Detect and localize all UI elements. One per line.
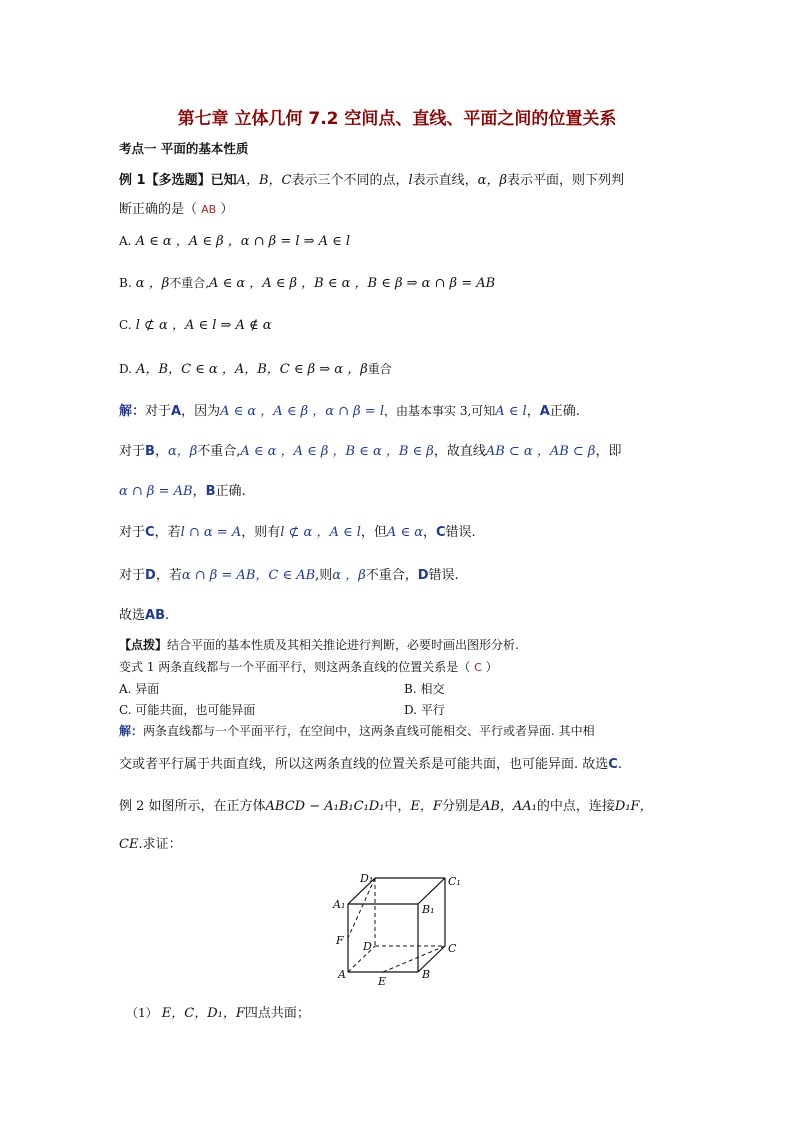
text: 不重合, — [197, 444, 241, 459]
option-math: A ∈ α ，A ∈ β ，α ∩ β = l ⇒ A ∈ l — [135, 234, 351, 249]
option-math: α ，β — [135, 276, 170, 291]
label-a1: A₁ — [333, 898, 346, 911]
variant1-solution-line2 — [119, 756, 622, 774]
label-d: D — [363, 940, 372, 953]
math: A ∈ α ，A ∈ β ，α ∩ β = l — [220, 404, 384, 419]
text: 变式 1 两条直线都与一个平面平行，则这两条直线的位置关系是（ — [119, 660, 475, 674]
text: ， — [526, 404, 540, 419]
math: A ∈ α — [386, 525, 423, 540]
highlight: B — [205, 484, 216, 499]
text: ） — [216, 202, 234, 217]
label-f: F — [336, 934, 344, 947]
text: ， — [422, 525, 436, 540]
label-c1: C₁ — [448, 875, 461, 888]
math-points: A，B，C — [236, 173, 292, 188]
text: .求证： — [138, 837, 182, 852]
option-b — [119, 275, 495, 293]
text: 故选 — [119, 608, 146, 623]
text: 对于 — [119, 525, 146, 540]
text: 不重合， — [365, 568, 418, 583]
tip-line — [119, 637, 519, 653]
highlight: C — [436, 525, 446, 540]
text: ，由基本事实 3,可知 — [384, 404, 496, 418]
text: ，故直线 — [433, 444, 486, 459]
option-d — [119, 361, 392, 379]
page-title: 第七章 立体几何 7.2 空间点、直线、平面之间的位置关系 — [177, 109, 617, 129]
text: ，即 — [595, 444, 622, 459]
label-b: B — [422, 968, 431, 981]
highlight: D — [145, 568, 156, 583]
text: 分别是 — [441, 799, 481, 814]
example2-line2 — [119, 836, 182, 854]
cube-figure — [330, 868, 470, 988]
text: ，但 — [360, 525, 387, 540]
math: α ，β — [332, 568, 366, 583]
text: 对于 — [119, 444, 146, 459]
text: 例 2 如图所示，在正方体 — [119, 799, 266, 814]
text: 断正确的是（ — [119, 202, 202, 217]
text: 表示三个不同的点， — [291, 173, 409, 188]
tip-text: 结合平面的基本性质及其相关推论进行判断，必要时画出图形分析. — [167, 638, 519, 652]
math-planes: α，β — [477, 173, 507, 188]
math: E，C，D₁，F — [161, 1006, 245, 1021]
edge-b1c1 — [418, 878, 445, 904]
text: 重合 — [367, 362, 392, 376]
solution1-line4 — [119, 524, 476, 542]
example2-line1 — [119, 798, 653, 816]
example1-label: 例 1【多选题】已知 — [119, 173, 237, 188]
highlight: C — [145, 525, 155, 540]
text: 错误. — [445, 525, 476, 540]
text: ,则 — [315, 568, 333, 583]
text: 表示平面，则下列判 — [506, 173, 624, 188]
variant1-question — [119, 659, 498, 676]
text: ，则有 — [241, 525, 281, 540]
option-label: B. — [119, 276, 132, 290]
text: ，因为 — [181, 404, 221, 419]
solution1-line2 — [119, 443, 621, 461]
label-d1: D₁ — [360, 872, 374, 885]
math: A ∈ l — [495, 404, 527, 419]
option-label: A. — [119, 234, 132, 248]
math: A ∈ α ，A ∈ β ，B ∈ α ，B ∈ β — [240, 444, 434, 459]
label-a: A — [338, 968, 346, 981]
text: 正确. — [549, 404, 580, 419]
highlight: D — [417, 568, 429, 583]
option-math: A，B，C ∈ α ，A，B，C ∈ β ⇒ α ，β — [136, 362, 368, 377]
text: 的中点，连接 — [536, 799, 615, 814]
variant1-option-b: B. 相交 — [404, 682, 445, 696]
option-c — [119, 317, 272, 335]
math: α，β — [167, 444, 198, 459]
variant1-solution-line1 — [119, 723, 595, 739]
answer-ab: AB — [201, 203, 217, 216]
highlight: C — [608, 757, 618, 772]
solution-label: 解： — [119, 404, 146, 419]
text: . — [617, 757, 622, 772]
variant1-option-d: D. 平行 — [404, 703, 445, 717]
solution1-line1 — [119, 403, 580, 421]
text: 错误. — [428, 568, 459, 583]
solution-label: 解： — [119, 724, 144, 738]
answer-c: C — [474, 661, 482, 674]
text: ， — [154, 444, 168, 459]
question-number: （1） — [126, 1006, 158, 1020]
math: CE — [119, 837, 139, 852]
option-a — [119, 233, 350, 251]
option-math: l ⊄ α ，A ∈ l ⇒ A ∉ α — [135, 318, 272, 333]
text: 四点共面； — [244, 1006, 310, 1021]
highlight: A — [171, 404, 182, 419]
math: l ∩ α = A — [180, 525, 242, 540]
variant1-option-c: C. 可能共面，也可能异面 — [119, 703, 256, 717]
label-c: C — [448, 942, 457, 955]
math: ABCD − A₁B₁C₁D₁ — [265, 799, 385, 814]
text: 表示直线， — [412, 173, 478, 188]
segment-d1f — [348, 878, 375, 938]
math: α ∩ β = AB，C ∈ AB — [181, 568, 316, 583]
math: α ∩ β = AB — [119, 484, 193, 499]
example1-line1 — [119, 172, 624, 190]
highlight: A — [539, 404, 550, 419]
math-line: l — [408, 173, 413, 188]
math: E，F — [410, 799, 442, 814]
text: 交或者平行属于共面直线，所以这两条直线的位置关系是可能共面，也可能异面. 故选 — [119, 757, 609, 772]
text: 对于 — [145, 404, 172, 419]
math: AB ⊂ α ，AB ⊂ β — [485, 444, 596, 459]
option-label: C. — [119, 318, 132, 332]
text: 对于 — [119, 568, 146, 583]
option-math: A ∈ α ，A ∈ β ，B ∈ α ，B ∈ β ⇒ α ∩ β = AB — [209, 276, 496, 291]
solution1-line5 — [119, 567, 459, 585]
math: AB，AA₁ — [480, 799, 537, 814]
text: 两条直线都与一个平面平行，在空间中，这两条直线可能相交、平行或者异面. 其中相 — [143, 724, 595, 738]
text: ，若 — [154, 525, 181, 540]
highlight: B — [145, 444, 155, 459]
solution1-line3 — [119, 483, 246, 501]
text: ，若 — [155, 568, 182, 583]
example1-line2 — [119, 201, 233, 219]
math: D₁F， — [614, 799, 653, 814]
text: . — [165, 608, 170, 623]
option-label: D. — [119, 362, 133, 376]
segment-ce — [383, 946, 445, 972]
tip-label: 【点拨】 — [119, 638, 168, 652]
section-heading: 考点一 平面的基本性质 — [119, 141, 249, 156]
text: ， — [192, 484, 206, 499]
variant1-option-a: A. 异面 — [119, 682, 160, 696]
label-e: E — [378, 975, 387, 988]
text: 正确. — [215, 484, 246, 499]
label-b1: B₁ — [422, 903, 435, 916]
question1 — [126, 1005, 310, 1023]
text: 中， — [384, 799, 411, 814]
math: l ⊄ α ，A ∈ l — [280, 525, 361, 540]
solution1-line6 — [119, 607, 169, 625]
highlight: AB — [145, 608, 165, 623]
text: 不重合, — [169, 276, 210, 290]
text: ） — [481, 660, 498, 674]
